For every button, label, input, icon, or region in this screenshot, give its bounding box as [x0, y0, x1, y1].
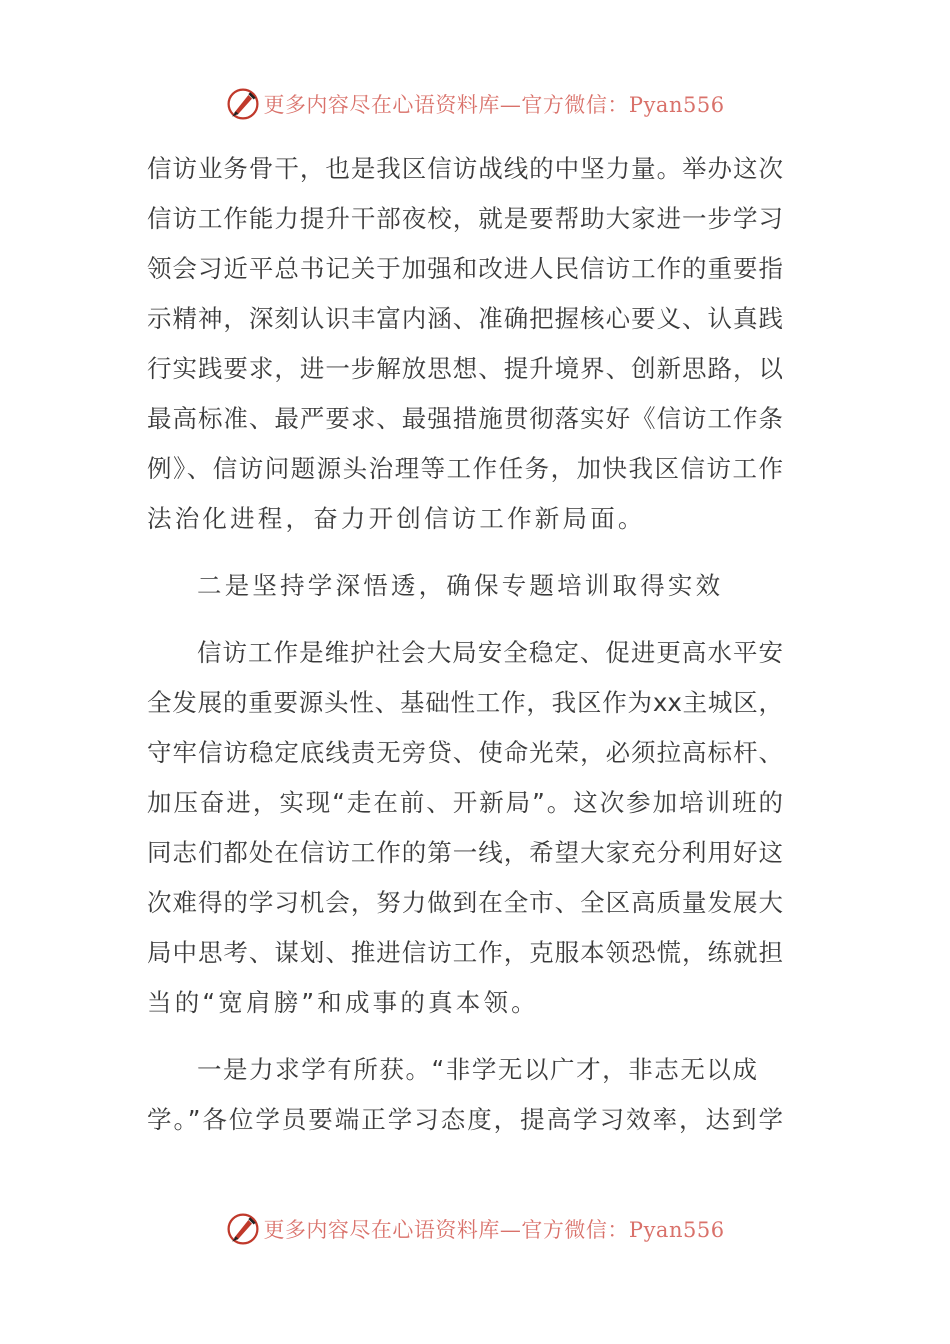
text-line: 学。”各位学员要端正学习态度，提高学习效率，达到学	[147, 1105, 783, 1134]
text-line: 全发展的重要源头性、基础性工作，我区作为xx主城区，	[147, 688, 783, 717]
section-heading: 二是坚持学深悟透，确保专题培训取得实效	[197, 571, 724, 600]
text-line: 一是力求学有所获。“非学无以广才，非志无以成	[197, 1055, 757, 1084]
text-line: 领会习近平总书记关于加强和改进人民信访工作的重要指	[147, 254, 783, 283]
text-line: 次难得的学习机会，努力做到在全市、全区高质量发展大	[147, 888, 783, 917]
text-line: 示精神，深刻认识丰富内涵、准确把握核心要义、认真践	[147, 304, 783, 333]
text-line: 当的“宽肩膀”和成事的真本领。	[147, 988, 539, 1017]
text-line: 行实践要求，进一步解放思想、提升境界、创新思路，以	[147, 354, 783, 383]
header-banner-text: 更多内容尽在心语资料库—官方微信：Pyan556	[263, 93, 725, 117]
footer-banner-text: 更多内容尽在心语资料库—官方微信：Pyan556	[263, 1218, 725, 1242]
text-line: 守牢信访稳定底线责无旁贷、使命光荣，必须拉高标杆、	[147, 738, 783, 767]
footer-banner	[0, 1209, 950, 1249]
pen-nib-logo-icon	[225, 1211, 261, 1247]
text-line: 加压奋进，实现“走在前、开新局”。这次参加培训班的	[147, 788, 783, 817]
text-line: 信访业务骨干，也是我区信访战线的中坚力量。举办这次	[147, 154, 783, 183]
pen-nib-logo-icon	[225, 86, 261, 122]
text-line: 法治化进程，奋力开创信访工作新局面。	[147, 504, 646, 533]
header-banner	[0, 84, 950, 124]
text-line: 例》、信访问题源头治理等工作任务，加快我区信访工作	[147, 454, 783, 483]
text-line: 局中思考、谋划、推进信访工作，克服本领恐慌，练就担	[147, 938, 783, 967]
text-line: 最高标准、最严要求、最强措施贯彻落实好《信访工作条	[147, 404, 783, 433]
text-line: 信访工作能力提升干部夜校，就是要帮助大家进一步学习	[147, 204, 783, 233]
text-line: 信访工作是维护社会大局安全稳定、促进更高水平安	[197, 638, 783, 667]
text-line: 同志们都处在信访工作的第一线，希望大家充分利用好这	[147, 838, 783, 867]
